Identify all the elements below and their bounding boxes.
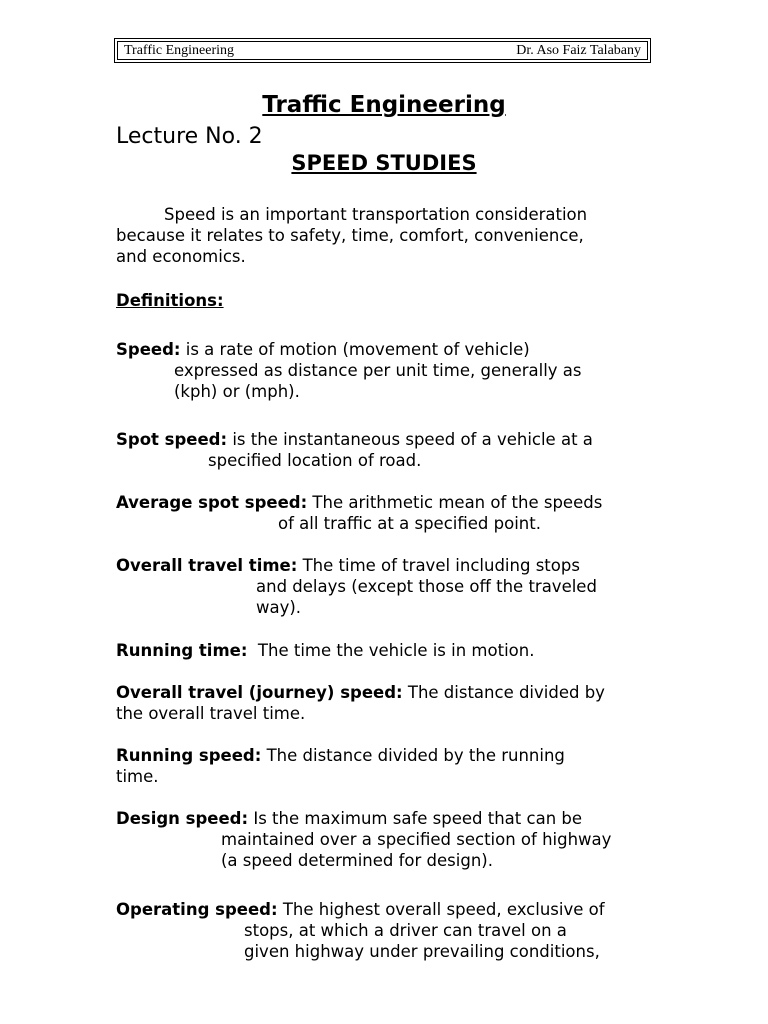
definition-overall-travel-speed-line-1: The distance divided by <box>402 683 605 702</box>
term-running-speed: Running speed: <box>116 746 262 765</box>
definition-spot-speed-line-1: is the instantaneous speed of a vehicle at a <box>227 430 593 449</box>
definition-spot-speed <box>116 429 593 471</box>
definition-operating-speed-line-1: The highest overall speed, exclusive of <box>277 900 605 919</box>
header-author: Dr. Aso Faiz Talabany <box>516 42 641 58</box>
definition-overall-travel-speed <box>116 682 605 724</box>
definition-spot-speed-line-2: specified location of road. <box>208 451 422 470</box>
page-header <box>114 38 651 63</box>
definition-average-spot-speed-line-2: of all traffic at a specified point. <box>278 514 541 533</box>
term-design-speed: Design speed: <box>116 809 249 828</box>
term-overall-travel-time: Overall travel time: <box>116 556 298 575</box>
definition-speed-line-3: (kph) or (mph). <box>174 382 300 401</box>
definition-running-speed-line-2: time. <box>116 767 159 786</box>
page-header-inner <box>117 41 648 60</box>
definition-average-spot-speed <box>116 492 602 534</box>
definition-overall-travel-time-line-3: way). <box>256 598 302 617</box>
lecture-number: Lecture No. 2 <box>116 124 263 149</box>
definition-operating-speed-line-3: given highway under prevailing conditions, <box>244 942 600 961</box>
document-title: Traffic Engineering <box>262 92 506 118</box>
definition-design-speed-line-1: Is the maximum safe speed that can be <box>248 809 583 828</box>
header-course-title: Traffic Engineering <box>124 42 235 58</box>
definition-overall-travel-time-line-2: and delays (except those off the traveled <box>256 577 597 596</box>
definition-speed <box>116 339 582 402</box>
term-spot-speed: Spot speed: <box>116 430 228 449</box>
term-speed: Speed: <box>116 340 181 359</box>
term-running-time: Running time: <box>116 641 248 660</box>
intro-line-2: because it relates to safety, time, comfort, convenience, <box>116 226 584 245</box>
definition-running-time-text: The time the vehicle is in motion. <box>247 641 535 660</box>
definition-average-spot-speed-line-1: The arithmetic mean of the speeds <box>307 493 603 512</box>
term-average-spot-speed: Average spot speed: <box>116 493 308 512</box>
intro-line-3: and economics. <box>116 247 246 266</box>
definition-running-speed <box>116 745 565 787</box>
definition-overall-travel-time-line-1: The time of travel including stops <box>297 556 580 575</box>
definition-operating-speed-line-2: stops, at which a driver can travel on a <box>244 921 567 940</box>
definition-operating-speed <box>116 899 605 962</box>
definition-running-speed-line-1: The distance divided by the running <box>261 746 565 765</box>
definition-design-speed <box>116 808 611 871</box>
term-overall-travel-speed: Overall travel (journey) speed: <box>116 683 403 702</box>
intro-line-1: Speed is an important transportation consideration <box>164 205 588 224</box>
definition-speed-line-1: is a rate of motion (movement of vehicle) <box>180 340 530 359</box>
term-operating-speed: Operating speed: <box>116 900 278 919</box>
definition-speed-line-2: expressed as distance per unit time, generally as <box>174 361 582 380</box>
definition-overall-travel-time <box>116 555 597 618</box>
definition-design-speed-line-2: maintained over a specified section of highway <box>221 830 612 849</box>
definition-overall-travel-speed-line-2: the overall travel time. <box>116 704 306 723</box>
definition-design-speed-line-3: (a speed determined for design). <box>221 851 493 870</box>
definitions-heading: Definitions: <box>116 291 224 310</box>
intro-paragraph <box>116 204 587 267</box>
definition-running-time <box>116 640 534 661</box>
section-title: SPEED STUDIES <box>291 151 477 175</box>
